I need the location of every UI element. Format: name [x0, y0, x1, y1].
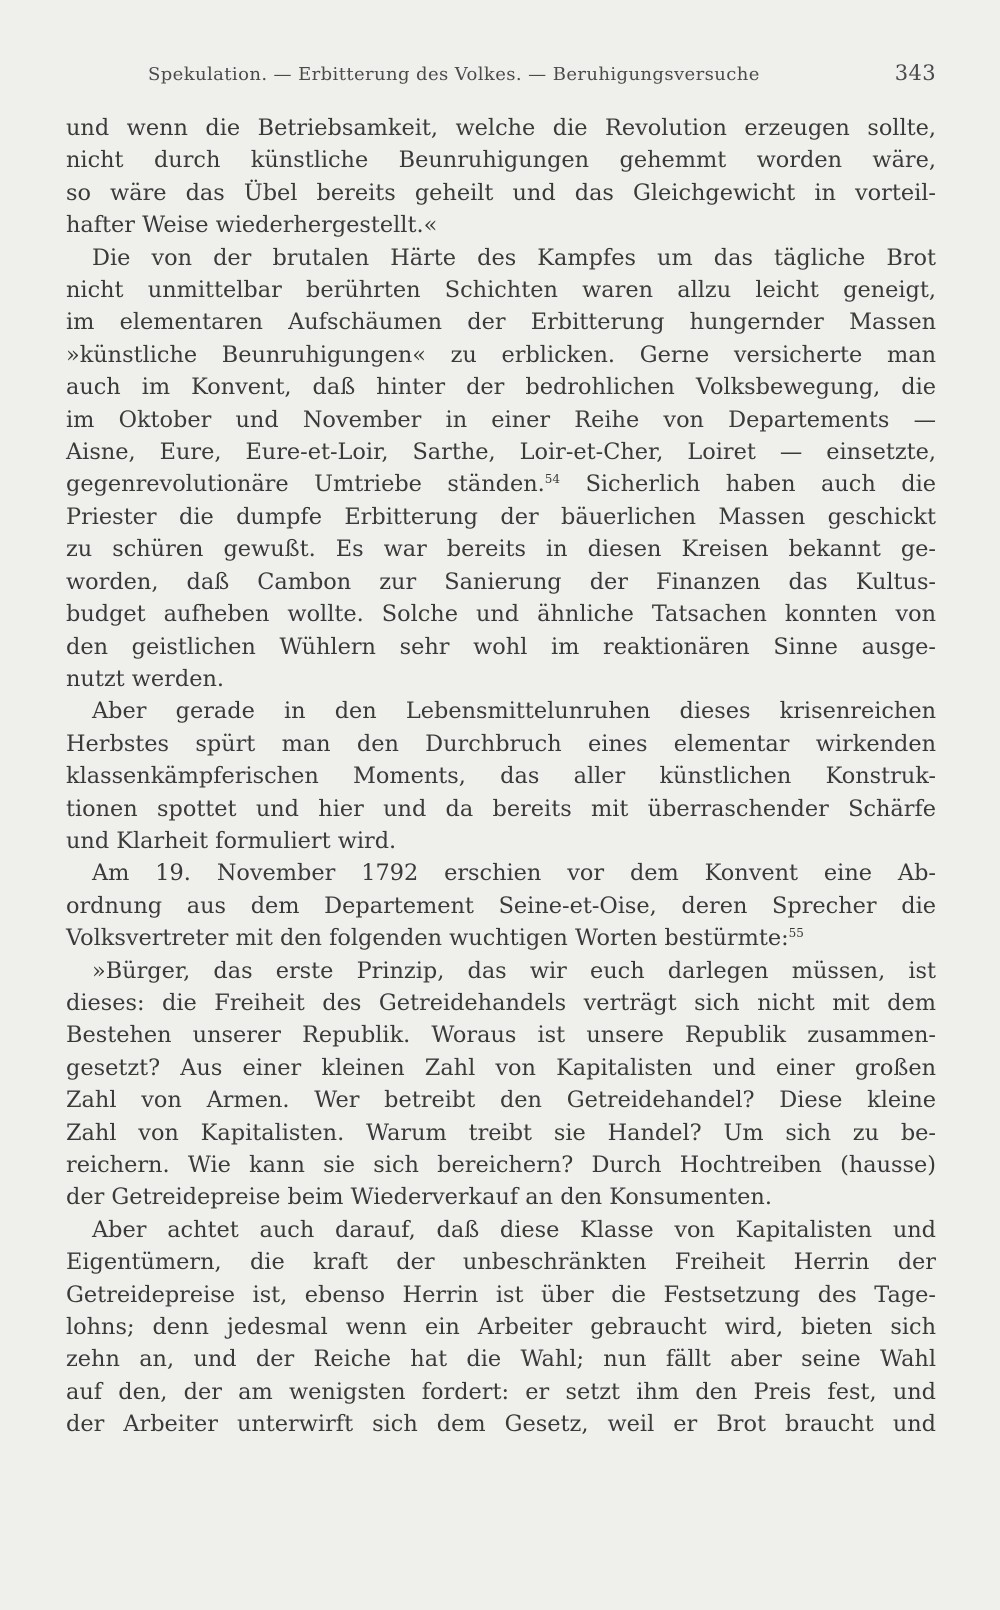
text-line: »Bürger, das erste Prinzip, das wir euch darlegen müssen, ist: [92, 957, 936, 984]
text-line: Priester die dumpfe Erbitterung der bäuerlichen Massen geschickt: [66, 503, 936, 530]
running-head: [66, 61, 936, 91]
paragraph-4: [66, 857, 936, 954]
text-line: Aber gerade in den Lebensmittelunruhen dieses krisenreichen: [92, 698, 936, 725]
text-line: auch im Konvent, daß hinter der bedrohlichen Volksbewegung, die: [66, 374, 936, 401]
footnote-ref-54: 54: [544, 472, 561, 487]
text-line: Herbstes spürt man den Durchbruch eines elementar wirkenden: [66, 730, 936, 757]
text-line: Zahl von Kapitalisten. Warum treibt sie Handel? Um sich zu be-: [66, 1119, 936, 1146]
text-line: Zahl von Armen. Wer betreibt den Getreidehandel? Diese kleine: [66, 1087, 936, 1114]
text-line: auf den, der am wenigsten fordert: er setzt ihm den Preis fest, und: [66, 1378, 936, 1405]
text-fragment: gegenrevolutionäre Umtriebe ständen.: [66, 471, 545, 498]
text-line: klassenkämpferischen Moments, das aller künstlichen Konstruk-: [66, 763, 936, 790]
body-text: [66, 112, 936, 1441]
text-fragment: Sicherlich haben auch die: [585, 471, 936, 498]
text-line: Aisne, Eure, Eure-et-Loir, Sarthe, Loir-et-Cher, Loiret — einsetzte,: [66, 439, 936, 466]
text-line: lohns; denn jedesmal wenn ein Arbeiter gebraucht wird, bieten sich: [66, 1314, 936, 1341]
text-line: nicht durch künstliche Beunruhigungen gehemmt worden wäre,: [66, 147, 936, 174]
text-line: hafter Weise wiederhergestellt.«: [66, 212, 438, 239]
paragraph-3: [66, 695, 936, 857]
text-line: zu schüren gewußt. Es war bereits in diesen Kreisen bekannt ge-: [66, 536, 936, 563]
text-line: tionen spottet und hier und da bereits mit überraschender Schärfe: [66, 795, 936, 822]
text-line: ordnung aus dem Departement Seine-et-Oise, deren Sprecher die: [66, 892, 936, 919]
text-line: den geistlichen Wühlern sehr wohl im reaktionären Sinne ausge-: [66, 633, 936, 660]
text-line: [66, 468, 936, 500]
text-line: dieses: die Freiheit des Getreidehandels verträgt sich nicht mit dem: [66, 989, 936, 1016]
text-line: und Klarheit formuliert wird.: [66, 827, 397, 854]
text-line: der Arbeiter unterwirft sich dem Gesetz, weil er Brot braucht und: [66, 1411, 936, 1438]
footnote-ref-55: 55: [788, 926, 804, 941]
text-line: und wenn die Betriebsamkeit, welche die Revolution erzeugen sollte,: [66, 115, 936, 141]
text-line: »künstliche Beunruhigungen« zu erblicken. Gerne versicherte man: [66, 341, 936, 368]
paragraph-5: [66, 955, 936, 1214]
text-line: gesetzt? Aus einer kleinen Zahl von Kapitalisten und einer großen: [66, 1054, 936, 1081]
text-line: worden, daß Cambon zur Sanierung der Finanzen das Kultus-: [66, 568, 936, 595]
text-line: Am 19. November 1792 erschien vor dem Konvent eine Ab-: [92, 860, 936, 887]
text-line: im elementaren Aufschäumen der Erbitterung hungernder Massen: [66, 309, 936, 336]
text-line: im Oktober und November in einer Reihe von Departements —: [66, 406, 936, 433]
paragraph-1: [66, 112, 936, 242]
page-number: 343: [894, 61, 936, 85]
text-line: [66, 922, 936, 954]
text-line: Bestehen unserer Republik. Woraus ist unsere Republik zusammen-: [66, 1022, 936, 1049]
text-fragment: Volksvertreter mit den folgenden wuchtigen Worten bestürmte:: [66, 925, 789, 952]
text-line: Eigentümern, die kraft der unbeschränkten Freiheit Herrin der: [66, 1249, 936, 1276]
text-line: zehn an, und der Reiche hat die Wahl; nun fällt aber seine Wahl: [66, 1346, 936, 1373]
text-line: der Getreidepreise beim Wiederverkauf an den Konsumenten.: [66, 1184, 772, 1211]
paragraph-2: [66, 242, 936, 696]
text-line: reichern. Wie kann sie sich bereichern? Durch Hochtreiben (hausse): [66, 1152, 936, 1178]
text-line: so wäre das Übel bereits geheilt und das Gleichgewicht in vorteil-: [66, 179, 936, 206]
text-line: nutzt werden.: [66, 665, 224, 692]
text-line: Die von der brutalen Härte des Kampfes um das tägliche Brot: [92, 244, 936, 271]
paragraph-6: [66, 1214, 936, 1441]
running-title: Spekulation. — Erbitterung des Volkes. — Beruhigungsversuche: [148, 64, 760, 85]
text-line: Getreidepreise ist, ebenso Herrin ist über die Festsetzung des Tage-: [66, 1281, 936, 1308]
text-line: budget aufheben wollte. Solche und ähnliche Tatsachen konnten von: [66, 601, 936, 628]
text-line: nicht unmittelbar berührten Schichten waren allzu leicht geneigt,: [66, 277, 936, 304]
text-line: Aber achtet auch darauf, daß diese Klasse von Kapitalisten und: [92, 1216, 936, 1243]
